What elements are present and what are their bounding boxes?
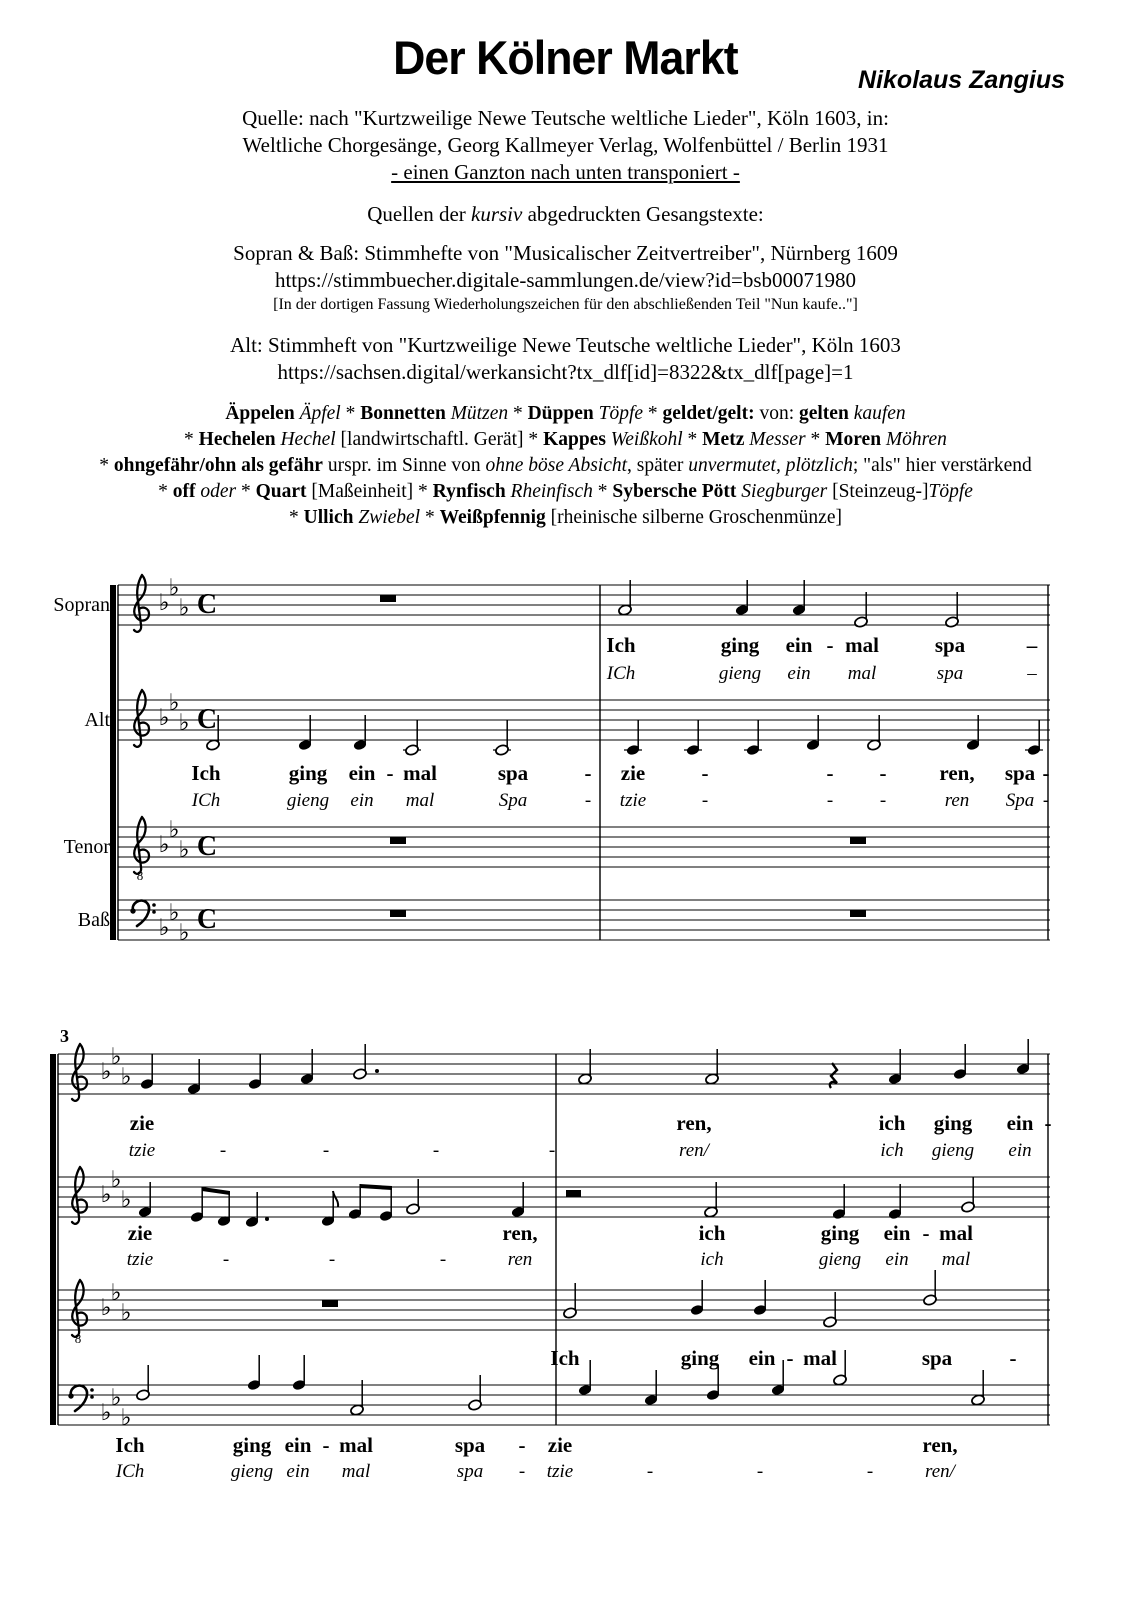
- whole-rest-icon: [322, 1300, 338, 1307]
- flat-sign-icon: ♭: [178, 710, 190, 736]
- lyric-syllable-original: ein: [1008, 1140, 1032, 1161]
- lyric-syllable-original: spa: [936, 663, 964, 684]
- glossary-term: von:: [754, 403, 799, 424]
- lyric-syllable-original: -: [439, 1249, 447, 1270]
- note-head: [961, 1201, 976, 1213]
- lyric-syllable-original: tzie: [619, 790, 647, 811]
- lyric-syllable-original: ich: [880, 1140, 904, 1161]
- treble-clef-icon: [72, 1167, 87, 1224]
- glossary-term: gelten: [798, 403, 854, 424]
- glossary-term: *: [99, 455, 114, 476]
- lyric-syllable: ging: [933, 1111, 973, 1135]
- note-head: [350, 1404, 365, 1416]
- note-head: [578, 1073, 593, 1085]
- lyric-syllable-original: -: [584, 790, 592, 811]
- lyric-syllable: ein: [785, 633, 813, 657]
- lyric-syllable-original: gieng: [230, 1461, 274, 1482]
- glossary-term: *: [643, 403, 663, 424]
- time-signature: C: [196, 904, 218, 935]
- lyric-syllable: -: [786, 1346, 794, 1370]
- lyric-syllable: -: [322, 1433, 330, 1457]
- lyric-syllable: spa: [1004, 761, 1036, 785]
- flat-sign-icon: ♭: [110, 1385, 122, 1411]
- lyric-syllable: -: [1044, 1111, 1052, 1135]
- glossary-term: Weißpfennig: [439, 507, 546, 528]
- lyric-syllable-original: ein: [350, 790, 374, 811]
- lyric-syllable: ging: [288, 761, 328, 785]
- glossary-term: *: [682, 429, 703, 450]
- lyric-syllable-original: gieng: [818, 1249, 862, 1270]
- sopran-bass-source: Sopran & Baß: Stimmhefte von "Musicalischer Zeitvertreiber", Nürnberg 1609: [233, 241, 898, 265]
- lyric-syllable: ein: [348, 761, 376, 785]
- note-head: [405, 744, 420, 756]
- flat-sign-icon: ♭: [158, 705, 170, 731]
- whole-rest-icon: [380, 595, 396, 602]
- lyric-syllable-original: -: [1042, 790, 1050, 811]
- glossary-term: *: [236, 481, 256, 502]
- note-head: [353, 1068, 368, 1080]
- flat-sign-icon: ♭: [178, 920, 190, 946]
- lyric-syllable: Ich: [550, 1346, 580, 1370]
- note-head: [618, 604, 633, 616]
- glossary-term: Metz: [702, 429, 750, 450]
- glossary-term: Töpfe: [598, 403, 644, 424]
- glossary-term: *: [420, 507, 440, 528]
- glossary-term: [Maßeinheit] *: [306, 481, 433, 502]
- glossary-term: Moren: [825, 429, 886, 450]
- flat-sign-icon: ♭: [120, 1405, 132, 1431]
- lyric-syllable: zie: [127, 1221, 153, 1245]
- whole-rest-icon: [850, 910, 866, 917]
- treble-clef-icon: [134, 575, 149, 632]
- lyric-syllable-original: -: [548, 1140, 556, 1161]
- lyric-syllable: -: [1042, 761, 1050, 785]
- glossary-term: *: [184, 429, 199, 450]
- glossary-term: Rheinfisch: [510, 481, 593, 502]
- flat-sign-icon: ♭: [168, 900, 180, 926]
- lyric-syllable-original: ren/: [925, 1461, 955, 1482]
- octave-8-mark: 8: [74, 1331, 82, 1346]
- lyric-syllable: -: [701, 761, 709, 785]
- glossary-term: *: [592, 481, 613, 502]
- glossary-term: kaufen: [853, 403, 906, 424]
- flat-sign-icon: ♭: [120, 1300, 132, 1326]
- note-head: [495, 744, 510, 756]
- glossary-term: Kappes: [543, 429, 611, 450]
- lyric-syllable-original: tzie: [128, 1140, 156, 1161]
- lyric-syllable-original: -: [222, 1249, 230, 1270]
- lyric-syllable-original: ein: [787, 663, 811, 684]
- lyric-syllable-original: ren/: [679, 1140, 709, 1161]
- augmentation-dot: [265, 1217, 269, 1221]
- lyric-syllable: -: [386, 761, 394, 785]
- flat-sign-icon: ♭: [178, 595, 190, 621]
- lyric-syllable: spa: [454, 1433, 486, 1457]
- treble-clef-icon: [72, 1280, 87, 1337]
- half-rest-icon: [566, 1190, 581, 1197]
- glossary-term: Messer: [749, 429, 806, 450]
- flat-sign-icon: ♭: [178, 837, 190, 863]
- note-head: [136, 1389, 151, 1401]
- lyric-syllable-original: mal: [405, 790, 435, 811]
- lyric-syllable-original: ICh: [606, 663, 636, 684]
- glossary-term: geldet/gelt:: [662, 403, 755, 424]
- lyric-syllable: spa: [921, 1346, 953, 1370]
- flat-sign-icon: ♭: [168, 690, 180, 716]
- glossary-term: off: [172, 481, 201, 502]
- lyric-syllable-original: -: [826, 790, 834, 811]
- glossary-term: ohngefähr/ohn als gefähr: [113, 455, 323, 476]
- lyric-syllable-original: -: [756, 1461, 764, 1482]
- note-head: [206, 739, 221, 751]
- lyric-syllable-original: gieng: [718, 663, 762, 684]
- glossary-term: Siegburger: [741, 481, 828, 502]
- lyric-syllable: ren,: [939, 761, 975, 785]
- note-head: [833, 1374, 848, 1386]
- lyric-syllable-original: tzie: [546, 1461, 574, 1482]
- glossary-term: ; "als" hier verstärkend: [852, 455, 1032, 476]
- lyric-syllable-original: spa: [456, 1461, 484, 1482]
- lyric-syllable-original: mal: [341, 1461, 371, 1482]
- lyric-syllable: ging: [820, 1221, 860, 1245]
- lyric-syllable: spa: [934, 633, 966, 657]
- lyric-syllable-original: ren: [944, 790, 970, 811]
- glossary-term: *: [340, 403, 361, 424]
- lyric-syllable: ein: [748, 1346, 776, 1370]
- transposition-note: - einen Ganzton nach unten transponiert -: [391, 160, 740, 184]
- note-head: [923, 1294, 938, 1306]
- lyric-syllable: Ich: [115, 1433, 145, 1457]
- lyric-syllable-original: -: [646, 1461, 654, 1482]
- lyric-syllable: zie: [547, 1433, 573, 1457]
- lyric-syllable-original: ich: [700, 1249, 724, 1270]
- lyric-syllable-original: -: [322, 1140, 330, 1161]
- lyric-syllable: ren,: [502, 1221, 538, 1245]
- sources-intro: Quellen der kursiv abgedruckten Gesangstexte:: [367, 202, 764, 226]
- lyric-syllable: ich: [698, 1221, 726, 1245]
- lyric-syllable: -: [518, 1433, 526, 1457]
- glossary-term: Bonnetten: [360, 403, 451, 424]
- note-head: [705, 1073, 720, 1085]
- flat-sign-icon: ♭: [110, 1044, 122, 1070]
- lyric-syllable: ein: [883, 1221, 911, 1245]
- bass-clef-icon: [152, 903, 156, 907]
- glossary-term: Weißkohl: [610, 429, 683, 450]
- whole-rest-icon: [390, 837, 406, 844]
- flat-sign-icon: ♭: [168, 817, 180, 843]
- glossary-term: Äppelen: [225, 403, 300, 424]
- lyric-syllable-original: tzie: [126, 1249, 154, 1270]
- glossary-term: Hechelen: [198, 429, 281, 450]
- lyric-syllable: mal: [845, 633, 879, 657]
- lyric-syllable: ging: [680, 1346, 720, 1370]
- lyric-syllable-original: ICh: [191, 790, 221, 811]
- lyric-syllable: mal: [403, 761, 437, 785]
- flat-sign-icon: ♭: [168, 575, 180, 601]
- lyric-syllable-original: ein: [286, 1461, 310, 1482]
- system-brace: [50, 1054, 56, 1425]
- lyric-syllable-original: ein: [885, 1249, 909, 1270]
- lyric-syllable: -: [879, 761, 887, 785]
- glossary-term: Sybersche Pött: [612, 481, 742, 502]
- lyric-syllable: zie: [129, 1111, 155, 1135]
- source-line-2: Weltliche Chorgesänge, Georg Kallmeyer Verlag, Wolfenbüttel / Berlin 1931: [242, 133, 889, 157]
- lyric-syllable: -: [826, 633, 834, 657]
- treble-clef-icon: [134, 817, 149, 874]
- flat-sign-icon: ♭: [110, 1167, 122, 1193]
- treble-clef-icon: [72, 1044, 87, 1101]
- glossary-term: Zwiebel: [358, 507, 421, 528]
- lyric-syllable: zie: [620, 761, 646, 785]
- voice-label: Tenor: [63, 836, 110, 858]
- glossary-term: Quart: [255, 481, 307, 502]
- glossary-term: , später: [627, 455, 689, 476]
- note-head: [406, 1203, 421, 1215]
- octave-8-mark: 8: [136, 868, 144, 883]
- whole-rest-icon: [850, 837, 866, 844]
- glossary-term: Ullich: [303, 507, 359, 528]
- lyric-syllable: spa: [497, 761, 529, 785]
- lyric-syllable: ging: [720, 633, 760, 657]
- page-title: Der Kölner Markt: [393, 31, 738, 84]
- lyric-syllable-original: -: [866, 1461, 874, 1482]
- flat-sign-icon: ♭: [158, 915, 170, 941]
- bass-clef-icon: [133, 901, 149, 926]
- note-head: [823, 1316, 838, 1328]
- system-brace: [110, 585, 116, 940]
- lyric-syllable-original: -: [879, 790, 887, 811]
- lyric-syllable: -: [1009, 1346, 1017, 1370]
- glossary-term: [landwirtschaftl. Gerät] *: [335, 429, 544, 450]
- flat-sign-icon: ♭: [100, 1059, 112, 1085]
- lyric-syllable-original: -: [518, 1461, 526, 1482]
- lyric-syllable-original: ICh: [115, 1461, 145, 1482]
- sopran-bass-remark: [In der dortigen Fassung Wiederholungszeichen für den abschließenden Teil "Nun kaufe.."]: [273, 296, 858, 313]
- bass-clef-icon: [68, 1393, 73, 1398]
- glossary-term: oder: [200, 481, 237, 502]
- lyric-syllable: -: [826, 761, 834, 785]
- lyric-syllable: ein: [284, 1433, 312, 1457]
- note-head: [867, 739, 882, 751]
- source-line-1: Quelle: nach "Kurtzweilige Newe Teutsche weltliche Lieder", Köln 1603, in:: [242, 106, 889, 130]
- flat-sign-icon: ♭: [100, 1295, 112, 1321]
- flat-sign-icon: ♭: [120, 1187, 132, 1213]
- voice-label: Baß: [77, 909, 110, 931]
- lyric-syllable-original: mal: [941, 1249, 971, 1270]
- composer-name: Nikolaus Zangius: [858, 66, 1065, 94]
- lyric-syllable: mal: [939, 1221, 973, 1245]
- sopran-bass-url: https://stimmbuecher.digitale-sammlungen.de/view?id=bsb00071980: [274, 268, 857, 292]
- glossary-term: Mützen: [450, 403, 509, 424]
- lyric-syllable: Ich: [191, 761, 221, 785]
- bass-clef-icon: [130, 908, 135, 913]
- note-head: [704, 1206, 719, 1218]
- note-head: [945, 616, 960, 628]
- glossary-term: Möhren: [885, 429, 947, 450]
- note-head: [854, 616, 869, 628]
- beam: [202, 1187, 230, 1195]
- glossary-term: Düppen: [527, 403, 599, 424]
- augmentation-dot: [375, 1069, 379, 1073]
- glossary-term: unvermutet, plötzlich: [688, 455, 853, 476]
- glossary-term: Rynfisch: [432, 481, 511, 502]
- lyric-syllable-original: mal: [847, 663, 877, 684]
- time-signature: C: [196, 704, 218, 735]
- lyric-syllable: -: [922, 1221, 930, 1245]
- measure-number: 3: [60, 1026, 69, 1046]
- glossary-term: Töpfe: [928, 481, 973, 502]
- beam: [360, 1184, 392, 1190]
- glossary-term: *: [508, 403, 528, 424]
- lyric-syllable-original: ren: [507, 1249, 533, 1270]
- glossary-term: ohne böse Absicht: [485, 455, 628, 476]
- note-head: [971, 1394, 986, 1406]
- bass-clef-icon: [90, 1388, 94, 1392]
- flat-sign-icon: ♭: [100, 1182, 112, 1208]
- glossary-term: Hechel: [280, 429, 336, 450]
- lyric-syllable: ging: [232, 1433, 272, 1457]
- glossary-term: *: [158, 481, 173, 502]
- lyric-syllable-original: -: [328, 1249, 336, 1270]
- lyric-syllable: ich: [878, 1111, 906, 1135]
- bass-clef-icon: [90, 1395, 94, 1399]
- note-head: [563, 1307, 578, 1319]
- time-signature: C: [196, 831, 218, 862]
- lyric-syllable: ein: [1006, 1111, 1034, 1135]
- flat-sign-icon: ♭: [120, 1064, 132, 1090]
- lyric-syllable: Ich: [606, 633, 636, 657]
- flat-sign-icon: ♭: [110, 1280, 122, 1306]
- lyric-syllable-original: gieng: [286, 790, 330, 811]
- flat-sign-icon: ♭: [158, 590, 170, 616]
- lyric-syllable-original: –: [1027, 663, 1037, 684]
- lyric-syllable: mal: [803, 1346, 837, 1370]
- flat-sign-icon: ♭: [100, 1400, 112, 1426]
- alt-url: https://sachsen.digital/werkansicht?tx_dlf[id]=8322&tx_dlf[page]=1: [277, 360, 854, 384]
- lyric-syllable-original: -: [432, 1140, 440, 1161]
- voice-label: Alt: [84, 709, 110, 731]
- lyric-syllable: –: [1026, 633, 1038, 657]
- glossary-term: [rheinische silberne Groschenmünze]: [545, 507, 842, 528]
- glossary-term: urspr. im Sinne von: [322, 455, 486, 476]
- glossary-term: Äpfel: [299, 403, 341, 424]
- voice-label: Sopran: [53, 594, 110, 616]
- bass-clef-icon: [152, 910, 156, 914]
- bass-clef-icon: [71, 1386, 87, 1411]
- lyric-syllable: mal: [339, 1433, 373, 1457]
- glossary-term: *: [289, 507, 304, 528]
- time-signature: C: [196, 589, 218, 620]
- glossary-term: [Steinzeug-]: [827, 481, 929, 502]
- glossary-term: *: [805, 429, 826, 450]
- lyric-syllable: ren,: [676, 1111, 712, 1135]
- lyric-syllable-original: Spa: [1005, 790, 1035, 811]
- lyric-syllable-original: -: [219, 1140, 227, 1161]
- treble-clef-icon: [134, 690, 149, 747]
- lyric-syllable: -: [584, 761, 592, 785]
- note-head: [468, 1399, 483, 1411]
- whole-rest-icon: [390, 910, 406, 917]
- lyric-syllable-original: -: [701, 790, 709, 811]
- alt-source: Alt: Stimmheft von "Kurtzweilige Newe Teutsche weltliche Lieder", Köln 1603: [230, 333, 901, 357]
- flat-sign-icon: ♭: [158, 832, 170, 858]
- lyric-syllable-original: gieng: [931, 1140, 975, 1161]
- lyric-syllable: ren,: [922, 1433, 958, 1457]
- lyric-syllable-original: Spa: [498, 790, 528, 811]
